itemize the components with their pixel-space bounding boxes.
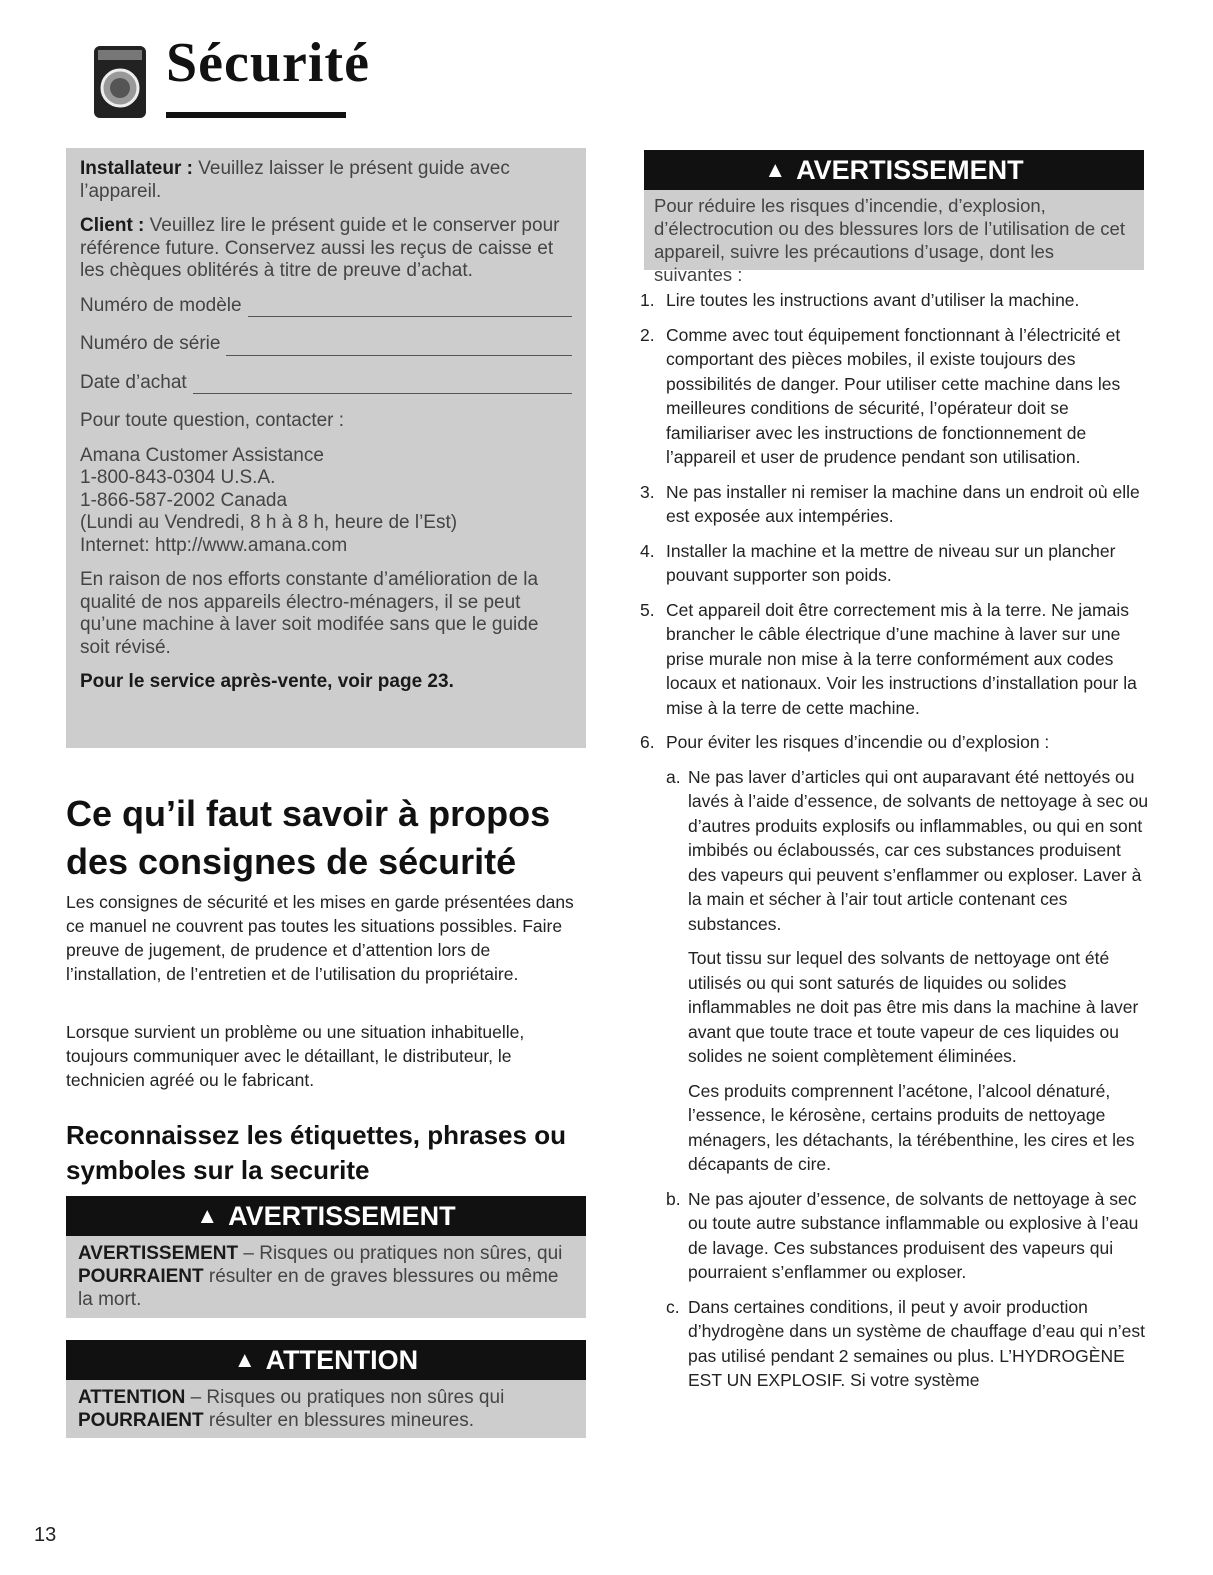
item-text: Pour éviter les risques d’incendie ou d’explosion : bbox=[666, 732, 1050, 752]
list-item bbox=[640, 480, 1150, 529]
attention-text-1: – Risques ou pratiques non sûres qui bbox=[185, 1387, 505, 1408]
item-number: 2. bbox=[640, 324, 655, 345]
sub-item-text: Ne pas ajouter d’essence, de solvants de nettoyage à sec ou toute autre substance inflammable ou explosive à l’eau de lavage. Ces substances produisent des vapeurs qui pourraient s’enflammer ou exploser. bbox=[688, 1188, 1139, 1282]
attention-term: ATTENTION bbox=[78, 1387, 186, 1408]
sub-item-a-para-2: Ces produits comprennent l’acétone, l’alcool dénaturé, l’essence, le kérosène, certains produits de nettoyage ménagers, les détachants, la térébenthine, les cires et les décapants de cire. bbox=[688, 1080, 1135, 1174]
right-warning-text: Pour réduire les risques d’incendie, d’explosion, d’électrocution ou des blessures lors de l’utilisation de cet appareil, suivre les précautions d’usage, dont les suivantes : bbox=[644, 190, 1144, 270]
list-item bbox=[640, 730, 1150, 755]
sub-item-letter: c. bbox=[666, 1296, 680, 1317]
warning-triangle-icon: ▲ bbox=[196, 1203, 219, 1228]
item-number: 3. bbox=[640, 481, 655, 502]
item-number: 5. bbox=[640, 599, 655, 620]
warning-text-2: résulter en de graves blessures ou même la mort. bbox=[78, 1266, 559, 1310]
sub-item-b bbox=[666, 1187, 1150, 1285]
attention-definition bbox=[66, 1380, 586, 1438]
item-number: 1. bbox=[640, 290, 655, 310]
client-text: Veuillez lire le présent guide et le conserver pour référence future. Conservez aussi les reçus de caisse et les chèques oblitérés à titre de preuve d’achat. bbox=[80, 215, 560, 281]
phone-canada: 1-866-587-2002 Canada bbox=[80, 489, 288, 511]
right-warning-bar-label: AVERTISSEMENT bbox=[796, 154, 1024, 185]
list-item bbox=[640, 539, 1150, 588]
item-text: Ne pas installer ni remiser la machine dans un endroit où elle est exposée aux intempéries. bbox=[666, 481, 1140, 526]
attention-bar bbox=[66, 1340, 586, 1380]
warning-bar-label: AVERTISSEMENT bbox=[228, 1200, 456, 1231]
purchase-date-field[interactable] bbox=[80, 372, 572, 395]
sub-item-c bbox=[666, 1295, 1150, 1393]
sub-item-text: Ne pas laver d’articles qui ont auparavant été nettoyés ou lavés à l’aide d’essence, de solvants de nettoyage à sec ou d’autres produits explosifs ou inflammables, ou qui en sont imbibés ou éclaboussés, car ces substances produisent des vapeurs qui peuvent s’enflammer ou exploser. Laver à la main et sécher à l’air tout article contenant ces substances. bbox=[688, 766, 1149, 934]
labels-subheading: Reconnaissez les étiquettes, phrases ou symboles sur la securite bbox=[66, 1120, 566, 1185]
phone-us: 1-800-843-0304 U.S.A. bbox=[80, 467, 276, 488]
service-note bbox=[80, 671, 572, 694]
contact-name: Amana Customer Assistance bbox=[80, 444, 324, 466]
serial-label: Numéro de série bbox=[80, 333, 221, 354]
warning-triangle-icon: ▲ bbox=[764, 157, 787, 182]
safety-instructions-list bbox=[640, 288, 1150, 1403]
serial-number-field[interactable] bbox=[80, 333, 572, 356]
client-note bbox=[80, 215, 572, 283]
item-text: Lire toutes les instructions avant d’utiliser la machine. bbox=[666, 290, 1080, 310]
item-number: 6. bbox=[640, 732, 655, 752]
hours: (Lundi au Vendredi, 8 h à 8 h, heure de l’Est) bbox=[80, 512, 458, 533]
sub-item-letter: a. bbox=[666, 766, 681, 787]
washer-icon bbox=[92, 44, 148, 120]
date-label: Date d’achat bbox=[80, 371, 187, 393]
safety-para-2: Lorsque survient un problème ou une situation inhabituelle, toujours communiquer avec le détaillant, le distributeur, le technicien agréé ou le fabricant. bbox=[66, 1022, 525, 1090]
warning-could: POURRAIENT bbox=[78, 1266, 204, 1287]
service-text: Pour le service après-vente, voir page 23. bbox=[80, 671, 454, 692]
serial-blank[interactable] bbox=[226, 337, 572, 356]
item-text: Installer la machine et la mettre de niveau sur un plancher pouvant supporter son poids. bbox=[666, 540, 1116, 585]
model-blank[interactable] bbox=[248, 298, 572, 317]
warning-definition bbox=[66, 1236, 586, 1318]
attention-text-2: résulter en blessures mineures. bbox=[203, 1410, 474, 1431]
installer-note bbox=[80, 158, 572, 203]
warning-bar bbox=[66, 1196, 586, 1236]
installer-label: Installateur : bbox=[80, 158, 193, 179]
client-label: Client : bbox=[80, 215, 145, 236]
warning-triangle-icon: ▲ bbox=[233, 1347, 256, 1372]
contact-label: Pour toute question, contacter : bbox=[80, 410, 345, 431]
page-title: Sécurité bbox=[166, 32, 370, 94]
model-label: Numéro de modèle bbox=[80, 294, 242, 316]
item-number: 4. bbox=[640, 540, 655, 561]
model-number-field[interactable] bbox=[80, 295, 572, 318]
list-item bbox=[640, 288, 1150, 313]
sub-item-text: Dans certaines conditions, il peut y avoir production d’hydrogène dans un système de chauffage d’eau qui n’est pas utilisé pendant 2 semaines ou plus. L’HYDROGÈNE EST UN EXPLOSIF. Si votre système bbox=[688, 1296, 1145, 1390]
revision-notice: En raison de nos efforts constante d’amélioration de la qualité de nos appareils électro-ménagers, il se peut qu’une machine à laver soit modifée sans que le guide soit révisé. bbox=[80, 569, 539, 658]
contact-block bbox=[80, 445, 572, 558]
right-warning-bar bbox=[644, 150, 1144, 190]
warning-term: AVERTISSEMENT bbox=[78, 1243, 239, 1264]
list-item bbox=[640, 323, 1150, 470]
date-blank[interactable] bbox=[193, 375, 572, 394]
item-text: Comme avec tout équipement fonctionnant à l’électricité et comportant des pièces mobiles, il existe toujours des possibilités de danger. Pour utiliser cette machine dans les meilleures conditions de sécurité, l’opérateur doit se familiariser avec les instructions de fonctionnement de l’appareil et user de prudence pendant son utilisation. bbox=[666, 324, 1121, 467]
attention-bar-label: ATTENTION bbox=[265, 1344, 419, 1375]
internet-link[interactable]: Internet: http://www.amana.com bbox=[80, 534, 348, 556]
attention-could: POURRAIENT bbox=[78, 1410, 204, 1431]
warning-text-1: – Risques ou pratiques non sûres, qui bbox=[238, 1243, 563, 1264]
owner-info-box bbox=[66, 148, 586, 748]
installer-text: Veuillez laisser le présent guide avec l’appareil. bbox=[80, 158, 510, 202]
item-text: Cet appareil doit être correctement mis à la terre. Ne jamais brancher le câble électrique d’une machine à laver sur une prise murale non mise à la terre conformément aux codes locaux et nationaux. Voir les instructions d’installation pour la mise à la terre de cette machine. bbox=[666, 599, 1137, 718]
title-underline bbox=[166, 112, 346, 118]
safety-heading: Ce qu’il faut savoir à propos des consignes de sécurité bbox=[66, 793, 551, 882]
page-number: 13 bbox=[34, 1524, 57, 1546]
sub-item-a bbox=[666, 765, 1150, 937]
sub-item-a-para-1: Tout tissu sur lequel des solvants de nettoyage ont été utilisés ou qui sont saturés de liquides ou solides inflammables ne doit pas être mis dans la machine à laver avant que toute trace et toute vapeur de ces liquides ou solides ne soient complètement éliminées. bbox=[688, 948, 1139, 1066]
sub-item-letter: b. bbox=[666, 1188, 681, 1209]
safety-para-1: Les consignes de sécurité et les mises en garde présentées dans ce manuel ne couvrent pas toutes les situations possibles. Faire preuve de jugement, de prudence et d’attention lors de l’installation, de l’entretien et de l’utilisation du propriétaire. bbox=[66, 892, 574, 984]
list-item bbox=[640, 598, 1150, 721]
